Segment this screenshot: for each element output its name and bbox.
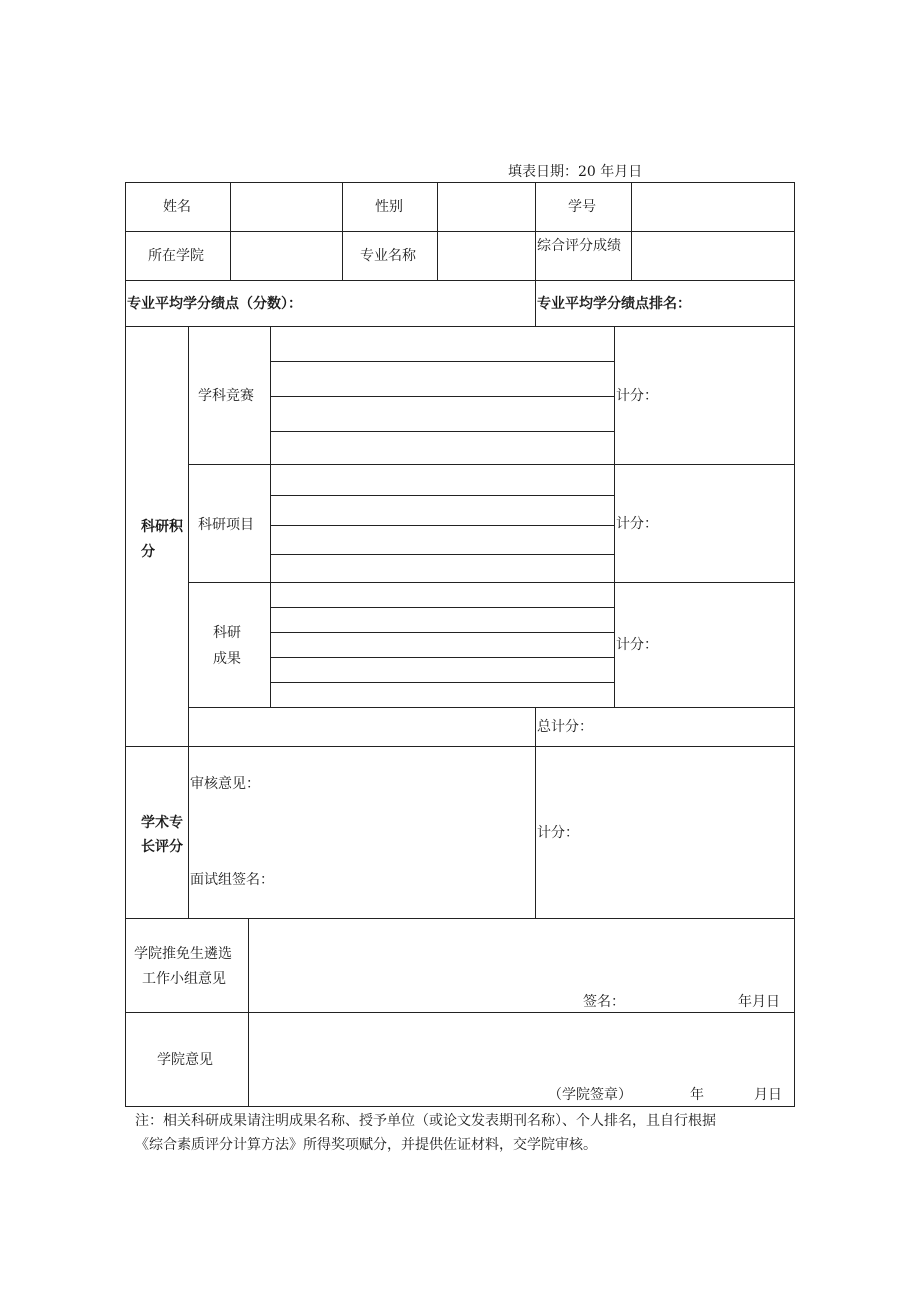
row-divider [125,746,795,747]
result-score-label: 计分： [616,637,658,653]
col-divider [614,326,615,707]
col-divider [270,326,271,707]
row-divider [125,918,795,919]
total-score-label: 总计分： [537,719,593,735]
college-seal-label: （学院签章） [548,1087,632,1103]
competition-entry-line [270,396,614,397]
student-id-field[interactable] [632,183,793,230]
college-month-day-label: 月日 [754,1087,782,1103]
gender-field[interactable] [438,183,534,230]
academic-section-label-line2: 长评分 [141,839,183,855]
committee-label: 学院推免生遴选 [134,946,232,962]
academic-section-label: 学术专 [141,815,183,831]
name-field[interactable] [231,183,341,230]
competition-entry-line [270,361,614,362]
row-divider [125,280,795,281]
col-divider [535,182,536,326]
college-opinion-label: 学院意见 [157,1052,213,1068]
footnote-line-2: 《综合素质评分计算方法》所得奖项赋分，并提供佐证材料，交学院审核。 [135,1137,597,1153]
project-entry-line [270,495,614,496]
gpa-rank-label: 专业平均学分绩点排名： [537,296,691,312]
row-divider [188,464,795,465]
table-border-bottom [125,1106,795,1107]
student-id-label: 学号 [568,199,596,215]
result-entry-line [270,607,614,608]
review-opinion-label: 审核意见： [190,776,260,792]
competition-entry-line [270,431,614,432]
committee-date-label: 年月日 [738,994,780,1010]
name-label: 姓名 [163,199,191,215]
academic-score-label: 计分： [537,825,579,841]
research-section-label: 科研积 [141,519,183,535]
row-divider [125,1012,795,1013]
project-label: 科研项目 [198,517,254,533]
col-divider [188,326,189,918]
gpa-label: 专业平均学分绩点（分数）： [127,296,302,312]
project-score-label: 计分： [616,516,658,532]
fill-date: 填表日期：20 年月日 [508,164,643,180]
college-field[interactable] [231,232,341,279]
table-border-right [794,182,795,1106]
result-entry-line [270,682,614,683]
composite-score-label: 综合评分成绩 [537,238,621,254]
row-divider [188,707,795,708]
college-year-label: 年 [690,1087,704,1103]
project-entry-line [270,554,614,555]
research-section-label-line2: 分 [141,544,155,560]
result-entry-line [270,657,614,658]
committee-label-line2: 工作小组意见 [142,971,226,987]
panel-signature-label: 面试组签名： [190,872,274,888]
col-divider [535,707,536,918]
col-divider [248,918,249,1106]
gender-label: 性别 [375,199,403,215]
result-entry-line [270,632,614,633]
committee-signature-label: 签名： [583,994,625,1010]
college-label: 所在学院 [148,248,204,264]
major-label: 专业名称 [360,248,416,264]
col-divider [342,182,343,280]
composite-score-field[interactable] [632,232,793,279]
footnote-line-1: 注：相关科研成果请注明成果名称、授予单位（或论文发表期刊名称）、个人排名，且自行根据 [135,1113,716,1129]
result-label-line2: 成果 [213,651,241,667]
table-border-left [125,182,126,1106]
result-label: 科研 [213,625,241,641]
row-divider [188,582,795,583]
competition-label: 学科竞赛 [198,388,254,404]
project-entry-line [270,525,614,526]
row-divider [125,326,795,327]
major-field[interactable] [438,232,534,279]
competition-score-label: 计分： [616,388,658,404]
